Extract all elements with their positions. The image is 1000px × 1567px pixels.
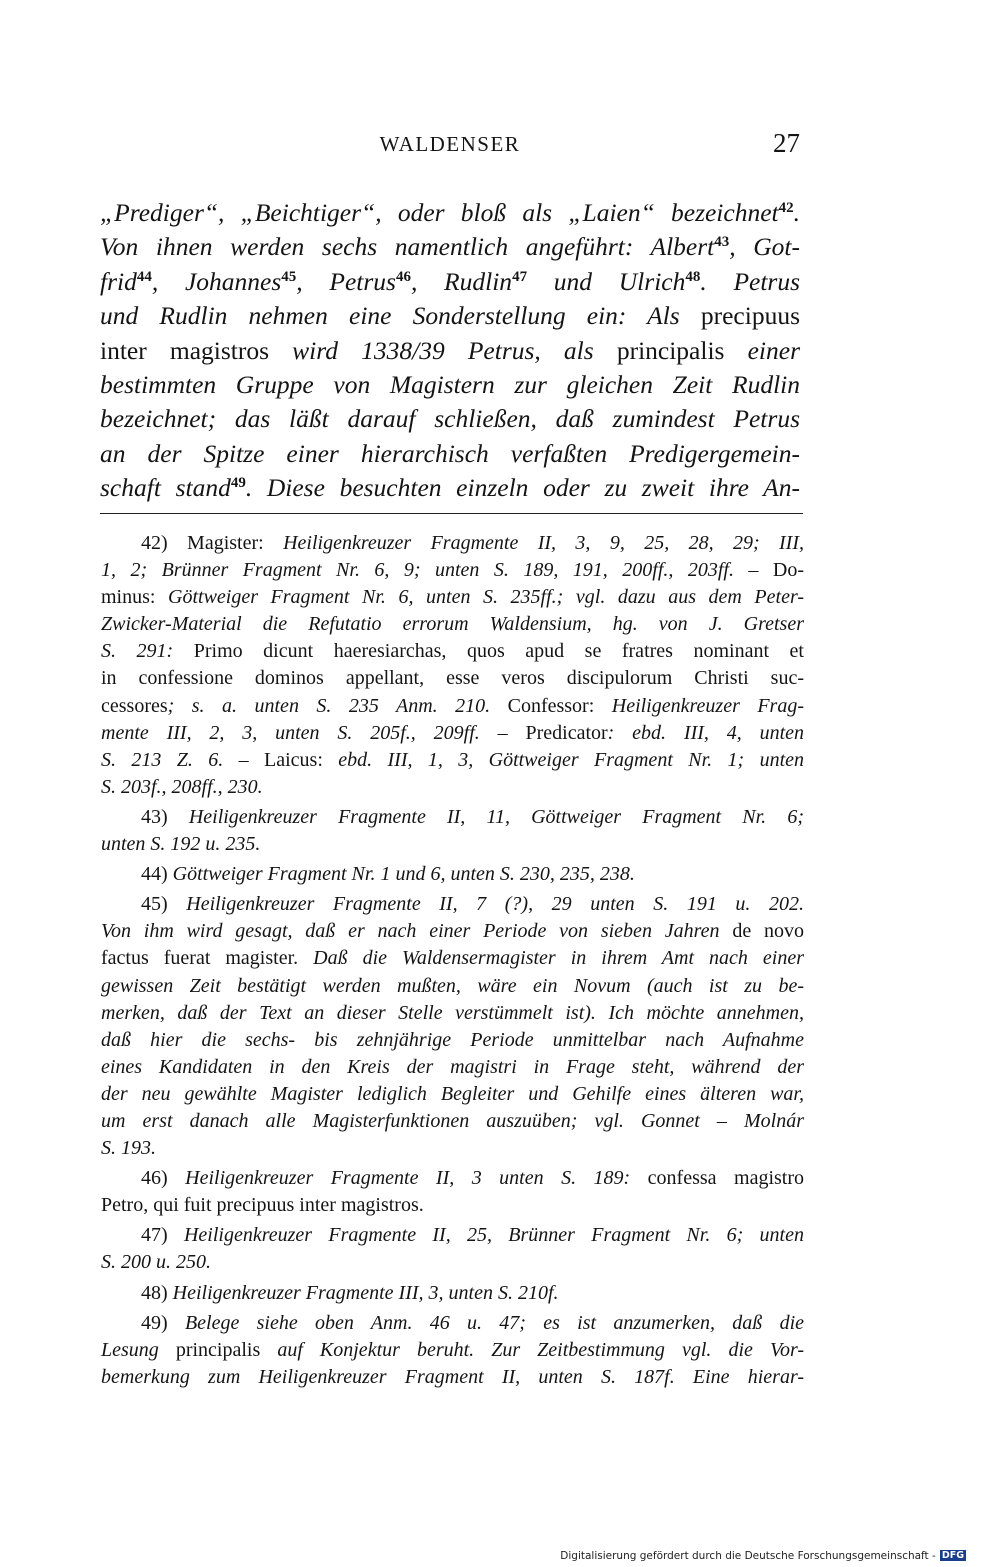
footnote-line: S. 213 Z. 6. – Laicus: ebd. III, 1, 3, Göttweiger Fragment Nr. 1; unten: [101, 748, 804, 771]
footnote-ref[interactable]: 47: [512, 268, 528, 285]
text-line: frid$^{44}$, Johannes$^{45}$, Petrus$^{46}$, Rudlin$^{47}$ und Ulrich$^{48}$. Petrus: [100, 266, 801, 296]
text-line: und Rudlin nehmen eine Sonderstellung ein: Als precipuus: [100, 301, 800, 331]
footnote-line: gewissen Zeit bestätigt werden mußten, wäre ein Novum (auch ist zu be-: [101, 974, 804, 997]
text-line: an der Spitze einer hierarchisch verfaßten Predigergemein-: [100, 438, 800, 468]
text-line: schaft stand$^{49}$. Diese besuchten einzeln oder zu zweit ihre An-: [100, 473, 800, 503]
footnote-line: S. 200 u. 250.: [101, 1251, 211, 1274]
footnote-line: Zwicker-Material die Refutatio errorum Waldensium, hg. von J. Gretser: [101, 613, 804, 636]
footnote-line: S. 291: Primo dicunt haeresiarchas, quos apud se fratres nominant et: [101, 640, 804, 663]
footnote-line: in confessione dominos appellant, esse veros discipulorum Christi suc-: [101, 667, 804, 690]
footnote-46: 46) Heiligenkreuzer Fragmente II, 3 unten S. 189: confessa magistro: [141, 1167, 804, 1190]
footnote-43: 43) Heiligenkreuzer Fragmente II, 11, Göttweiger Fragment Nr. 6;: [141, 805, 804, 828]
footnote-line: 1, 2; Brünner Fragment Nr. 6, 9; unten S. 189, 191, 200ff., 203ff. – Do-: [101, 559, 804, 582]
footnote-ref[interactable]: 49: [230, 475, 246, 492]
footnote-ref[interactable]: 45: [281, 268, 297, 285]
main-text: [100, 196, 800, 506]
footnote-line: merken, daß der Text an dieser Stelle verstümmelt ist). Ich möchte annehmen,: [101, 1001, 804, 1024]
footnote-line: um erst danach alle Magisterfunktionen auszuüben; vgl. Gonnet – Molnár: [101, 1109, 804, 1132]
text-line: „Prediger“, „Beichtiger“, oder bloß als „Laien“ bezeichnet$^{42}$.: [100, 198, 800, 227]
footnote-line: bemerkung zum Heiligenkreuzer Fragment II, unten S. 187f. Eine hierar-: [101, 1365, 804, 1388]
footnote-47: 47) Heiligenkreuzer Fragmente II, 25, Brünner Fragment Nr. 6; unten: [141, 1224, 804, 1247]
footnote-ref[interactable]: 42: [778, 200, 794, 216]
text-line: inter magistros wird 1338/39 Petrus, als principalis einer: [100, 335, 800, 365]
footnote-line: cessores; s. a. unten S. 235 Anm. 210. Confessor: Heiligenkreuzer Frag-: [101, 694, 804, 717]
text-line: bezeichnet; das läßt darauf schließen, daß zumindest Petrus: [100, 404, 800, 434]
page-number: 27: [773, 128, 800, 158]
page-header: [100, 128, 800, 168]
footnote-ref[interactable]: 44: [136, 268, 152, 285]
footnote-45: 45) Heiligenkreuzer Fragmente II, 7 (?), 29 unten S. 191 u. 202.: [141, 893, 804, 916]
footnote-line: Von ihm wird gesagt, daß er nach einer Periode von sieben Jahren de novo: [101, 920, 804, 943]
running-head: WALDENSER: [379, 132, 521, 156]
footnote-line: eines Kandidaten in den Kreis der magistri in Frage steht, während der: [101, 1055, 804, 1078]
footnote-ref[interactable]: 43: [714, 234, 730, 251]
footnote-line: unten S. 192 u. 235.: [101, 833, 261, 856]
footnote-line: S. 193.: [101, 1137, 156, 1160]
text-line: Von ihnen werden sechs namentlich angeführt: Albert$^{43}$, Got-: [100, 232, 800, 262]
footnote-44: 44) Göttweiger Fragment Nr. 1 und 6, unten S. 230, 235, 238.: [141, 863, 635, 886]
footnote-line: minus: Göttweiger Fragment Nr. 6, unten S. 235ff.; vgl. dazu aus dem Peter-: [101, 586, 805, 609]
footnote-line: mente III, 2, 3, unten S. 205f., 209ff. – Predicator: ebd. III, 4, unten: [101, 721, 805, 744]
footnote-48: 48) Heiligenkreuzer Fragmente III, 3, unten S. 210f.: [141, 1281, 559, 1304]
footnote-separator: [100, 513, 803, 514]
text-line: bestimmten Gruppe von Magistern zur gleichen Zeit Rudlin: [100, 370, 800, 400]
footnote-line: der neu gewählte Magister lediglich Begleiter und Gehilfe eines älteren war,: [101, 1082, 804, 1105]
footnote-line: Lesung principalis auf Konjektur beruht. Zur Zeitbestimmung vgl. die Vor-: [101, 1338, 804, 1361]
footnotes: [101, 530, 804, 1391]
footnote-line: Petro, qui fuit precipuus inter magistros.: [101, 1194, 424, 1217]
footnote-line: factus fuerat magister. Daß die Waldensermagister in ihrem Amt nach einer: [101, 947, 804, 970]
footnote-49: 49) Belege siehe oben Anm. 46 u. 47; es ist anzumerken, daß die: [141, 1311, 804, 1334]
digitization-credit: Digitalisierung gefördert durch die Deutsche Forschungsgemeinschaft - DFG: [560, 1550, 964, 1562]
footnote-42: 42) Magister: Heiligenkreuzer Fragmente II, 3, 9, 25, 28, 29; III,: [141, 532, 805, 554]
footnote-line: daß hier die sechs- bis zehnjährige Periode unmittelbar nach Aufnahme: [101, 1028, 804, 1051]
dfg-logo: DFG: [941, 1550, 964, 1561]
footnote-line: S. 203f., 208ff., 230.: [101, 775, 263, 798]
footnote-ref[interactable]: 48: [685, 268, 701, 285]
footnote-ref[interactable]: 46: [395, 268, 411, 285]
